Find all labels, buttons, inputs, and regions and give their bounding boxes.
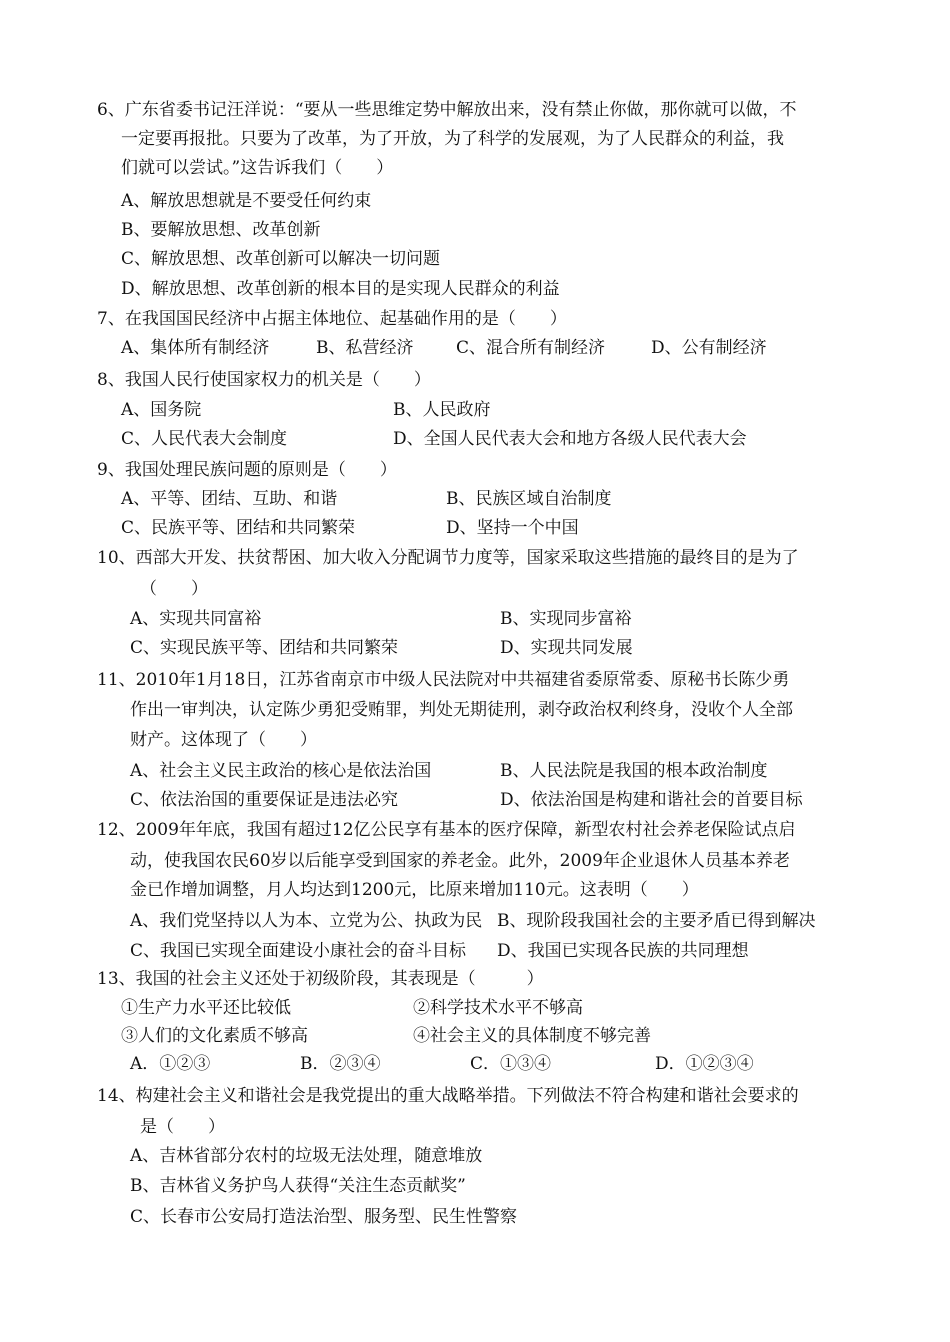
q6-option-a: A、解放思想就是不要受任何约束 <box>121 191 372 211</box>
q13-item-2: ②科学技术水平不够高 <box>413 998 583 1018</box>
q7-stem: 7、在我国国民经济中占据主体地位、起基础作用的是（ ） <box>97 309 567 329</box>
q10-stem-line-1: 10、西部大开发、扶贫帮困、加大收入分配调节力度等，国家采取这些措施的最终目的是为了 <box>97 548 799 568</box>
q6-stem-line-1: 6、广东省委书记汪洋说：“要从一些思维定势中解放出来，没有禁止你做，那你就可以做，不 <box>97 100 797 120</box>
q14-stem-line-2: 是（ ） <box>140 1117 225 1137</box>
q12-stem-line-2: 动，使我国农民60岁以后能享受到国家的养老金。此外，2009年企业退休人员基本养老 <box>130 851 790 871</box>
q10-option-d: D、实现共同发展 <box>500 638 633 658</box>
q12-option-c: C、我国已实现全面建设小康社会的奋斗目标 <box>130 941 467 961</box>
q10-option-b: B、实现同步富裕 <box>500 609 632 629</box>
q12-option-b: B、现阶段我国社会的主要矛盾已得到解决 <box>497 911 816 931</box>
q12-stem-line-3: 金已作增加调整，月人均达到1200元，比原来增加110元。这表明（ ） <box>130 880 699 900</box>
q13-option-c: C．①③④ <box>470 1054 552 1074</box>
q13-item-4: ④社会主义的具体制度不够完善 <box>413 1026 651 1046</box>
q12-option-d: D、我国已实现各民族的共同理想 <box>497 941 749 961</box>
q11-stem-line-3: 财产。这体现了（ ） <box>130 730 317 750</box>
q8-stem: 8、我国人民行使国家权力的机关是（ ） <box>97 370 431 390</box>
q12-option-a: A、我们党坚持以人为本、立党为公、执政为民 <box>130 911 483 931</box>
q13-item-1: ①生产力水平还比较低 <box>121 998 291 1018</box>
q11-stem-line-2: 作出一审判决，认定陈少勇犯受贿罪，判处无期徒刑，剥夺政治权利终身，没收个人全部 <box>130 700 793 720</box>
q14-option-a: A、吉林省部分农村的垃圾无法处理，随意堆放 <box>130 1146 483 1166</box>
q6-option-d: D、解放思想、改革创新的根本目的是实现人民群众的利益 <box>121 279 560 299</box>
q9-option-b: B、民族区域自治制度 <box>446 489 612 509</box>
q8-option-d: D、全国人民代表大会和地方各级人民代表大会 <box>393 429 747 449</box>
q11-option-b: B、人民法院是我国的根本政治制度 <box>500 761 768 781</box>
q10-stem-line-2: （ ） <box>140 579 208 599</box>
q14-option-b: B、吉林省义务护鸟人获得“关注生态贡献奖” <box>130 1176 466 1196</box>
q9-option-a: A、平等、团结、互助、和谐 <box>121 489 338 509</box>
q12-stem-line-1: 12、2009年年底，我国有超过12亿公民享有基本的医疗保障，新型农村社会养老保险试点启 <box>97 820 796 840</box>
q14-option-c: C、长春市公安局打造法治型、服务型、民生性警察 <box>130 1207 518 1227</box>
q7-option-b: B、私营经济 <box>316 338 414 358</box>
q10-option-a: A、实现共同富裕 <box>130 609 262 629</box>
q10-option-c: C、实现民族平等、团结和共同繁荣 <box>130 638 399 658</box>
q6-stem-line-2: 一定要再报批。只要为了改革，为了开放，为了科学的发展观，为了人民群众的利益，我 <box>121 129 784 149</box>
q13-stem: 13、我国的社会主义还处于初级阶段，其表现是（ ） <box>97 969 544 989</box>
q7-option-c: C、混合所有制经济 <box>456 338 606 358</box>
q8-option-b: B、人民政府 <box>393 400 491 420</box>
q13-option-d: D．①②③④ <box>655 1054 754 1074</box>
q8-option-c: C、人民代表大会制度 <box>121 429 288 449</box>
q7-option-a: A、集体所有制经济 <box>121 338 270 358</box>
q11-stem-line-1: 11、2010年1月18日，江苏省南京市中级人民法院对中共福建省委原常委、原秘书长陈少勇 <box>97 670 790 690</box>
q13-option-a: A．①②③ <box>130 1054 211 1074</box>
q13-option-b: B．②③④ <box>300 1054 381 1074</box>
q9-option-d: D、坚持一个中国 <box>446 518 579 538</box>
q7-option-d: D、公有制经济 <box>651 338 767 358</box>
q9-stem: 9、我国处理民族问题的原则是（ ） <box>97 460 397 480</box>
q11-option-a: A、社会主义民主政治的核心是依法治国 <box>130 761 432 781</box>
q13-item-3: ③人们的文化素质不够高 <box>121 1026 308 1046</box>
q6-stem-line-3: 们就可以尝试。”这告诉我们（ ） <box>121 158 394 178</box>
q11-option-c: C、依法治国的重要保证是违法必究 <box>130 790 399 810</box>
q8-option-a: A、国务院 <box>121 400 202 420</box>
q6-option-b: B、要解放思想、改革创新 <box>121 220 321 240</box>
q6-option-c: C、解放思想、改革创新可以解决一切问题 <box>121 249 441 269</box>
q14-stem-line-1: 14、构建社会主义和谐社会是我党提出的重大战略举措。下列做法不符合构建和谐社会要求的 <box>97 1086 799 1106</box>
q9-option-c: C、民族平等、团结和共同繁荣 <box>121 518 356 538</box>
q11-option-d: D、依法治国是构建和谐社会的首要目标 <box>500 790 803 810</box>
